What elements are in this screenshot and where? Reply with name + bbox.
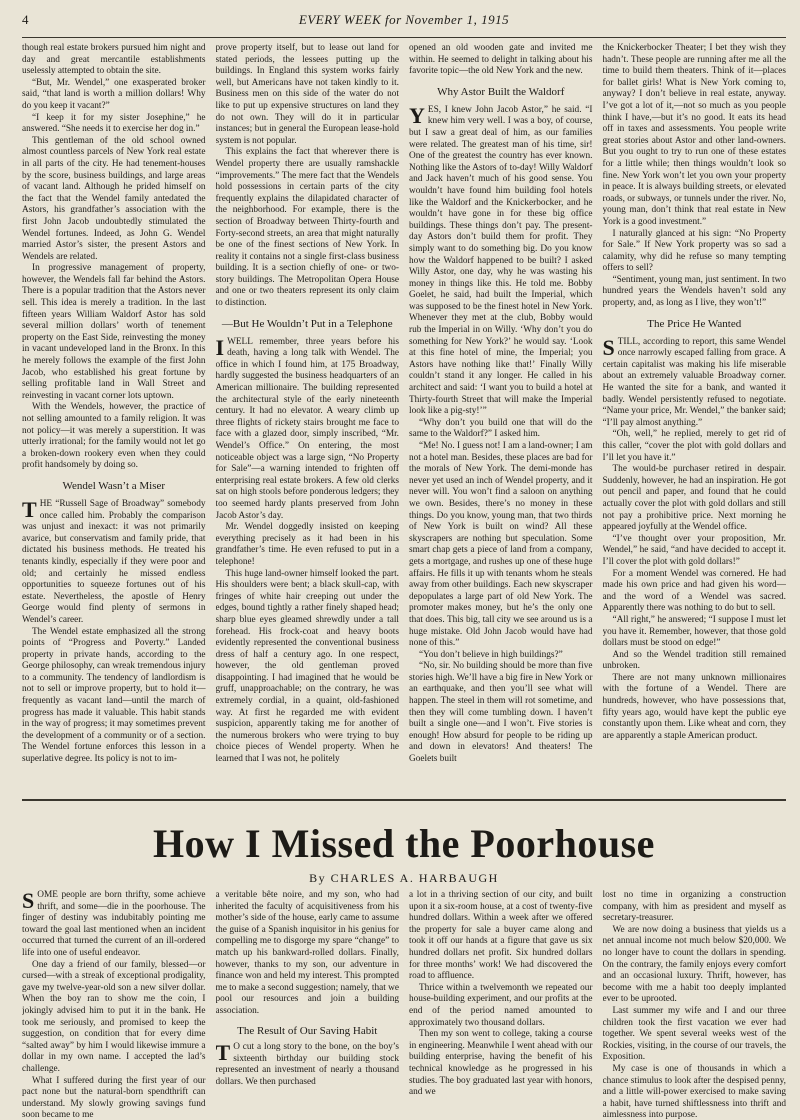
paragraph-text: ES, I knew John Jacob Astor,” he said. “I knew him very well. I was a boy, of course, but I saw a great deal of him, as our families were related. The greatest man of his time, sir! One of the greatest the country has ever known. Nothing like the Astors of to-day! Willy Waldorf and Jack haven’t much of his good sense. You wouldn’t have found him building fool hotels like the Waldorf and the Knickerbocker, and he wouldn’t have gone in for these big office buildings. These things don’t pay. The present-day Astors don’t build them for profit. They simply want to do something big. Do you know how the Waldorf happened to be built? I asked Willy Astor, one day, why he was wasting his money in things like this. He told me. Bobby Goelet, he said, had built the Imperial, which was supposed to be the finest hotel in New York. Whenever they met at the club, Bobby would rub the Imperial in on Willy. ‘Why don’t you do something for New York?’ he would say. ‘Look at this fine hotel of mine, the Imperial; you Astors have nothing like that!’ Finally Willy couldn’t stand it any longer. He called in his architect and said: ‘I want you to build a hotel at Thirty-fourth Street that will make the Imperial look like a pig-sty!’”: [409, 105, 593, 416]
paragraph: [22, 113, 206, 136]
paragraph-text: Thrice within a twelvemonth we repeated our house-building experiment, and our profits at the end of the period named amounted to approximately two thousand dollars.: [409, 983, 593, 1028]
paragraph-text: I naturally glanced at his sign: “No Property for Sale.” If New York property was so sad a calamity, why did he refuse so many tempting offers to sell?: [603, 229, 787, 274]
paragraph-text: The Wendel estate emphasized all the strong points of “Progress and Poverty.” Landed property in private hands, according to the George philosophy, can wreak tremendous injury to a community. The tendency of landlordism is not to sell or improve property, but to hold it—frequently as vacant land—until the march of progress has made it valuable. This habit stands in the way of progress; it may sometimes prevent the development of a community or of a section. The Wendel fortune enforces this lesson in a superlative degree. Its policy is not to im-: [22, 627, 206, 765]
drop-cap: T: [216, 1043, 231, 1063]
story-title: How I Missed the Poorhouse: [22, 821, 786, 867]
story-column: [409, 890, 593, 1120]
paragraph-text: lost no time in organizing a construction company, with him as president and myself as secretary-treasurer.: [603, 890, 787, 923]
paragraph: [22, 136, 206, 264]
paragraph-text: This huge land-owner himself looked the part. His shoulders were bent; a black skull-cap, with fringes of white hair creeping out under the edges, bound tightly a rather finely shaped head; sharp blue eyes gleamed shrewdly under a tall forehead. His frock-coat and heavy boots evidently represented the conventional business dress of half a century ago. In one respect, however, the old gentleman proved disappointing. I had imagined that he would be gruff, unapproachable; on the contrary, he was extremely cordial, in a quaint, old-fashioned way. At first he regarded me with evident suspicion, apparently taking me for another of the numerous brokers who were trying to buy choice pieces of Wendel property. When he learned that I was not, he politely: [216, 569, 400, 765]
paragraph-text: “I keep it for my sister Josephine,” he answered. “She needs it to exercise her dog in.”: [22, 113, 206, 135]
paragraph: [409, 661, 593, 765]
story-column: [603, 890, 787, 1120]
drop-cap: S: [603, 338, 615, 358]
paragraph-text: The would-be purchaser retired in despair. Suddenly, however, he had an inspiration. He got out pencil and paper, and found that he could actually cover the plot with gold dollars and still not pay a prohibitive price. Next morning he appeared joyfully at the Wendel office.: [603, 464, 787, 532]
drop-cap: S: [22, 891, 34, 911]
paragraph: [603, 229, 787, 275]
paragraph: [603, 1006, 787, 1064]
paragraph-text: There are not many unknown millionaires with the fortune of a Wendel. There are hundreds, however, who have possessions that, fifty years ago, would have kept the public eye constantly upon them. Like wheat and corn, they are apparently a staple American product.: [603, 673, 787, 741]
drop-cap: I: [216, 338, 225, 358]
paragraph: [22, 43, 206, 78]
paragraph: [603, 337, 787, 430]
section-heading: The Result of Our Saving Habit: [216, 1026, 400, 1038]
paragraph-text: WELL remember, three years before his death, having a long talk with Wendel. The office in which I found him, at 175 Broadway, hardly suggested the business headquarters of an American millionaire. The building represented the architectural style of the early nineteenth century. It had no elevator. A weary climb up three flights of rickety stairs brought me face to face with a glazed door, simply inscribed, “Mr. Wendel’s Office.” On entering, the most noticeable object was a large sign, “No Property for Sale”—a warning intended to frighten off enterprising real estate brokers. A few old clerks sat on high stools before ponderous ledgers; they too seemed hardy plants preserved from John Jacob Astor’s day.: [216, 337, 400, 521]
paragraph-text: “All right,” he answered; “I suppose I must let you have it. Remember, however, that those gold dollars must be stood on edge!”: [603, 615, 787, 648]
page-number: 4: [22, 12, 52, 28]
paragraph-text: In progressive management of property, however, the Wendels fall far behind the Astors. There is a popular tradition that the Astors never sell. This idea is merely a tradition. In the last fifteen years William Waldorf Astor has sold several million dollars’ worth of tenement property on the East Side, reinvesting the money in vacant undeveloped land in the Bronx. In this he merely follows the example of the first John Jacob, who established his great fortune by selling profitable land in Wall Street and reinvesting in vacant corner lots uptown.: [22, 263, 206, 401]
paragraph: [409, 105, 593, 418]
story-column: [22, 890, 206, 1120]
paragraph-text: opened an old wooden gate and invited me within. He seemed to delight in talking about his favorite topic—the old New York and the new.: [409, 43, 593, 76]
paragraph-text: a veritable bête noire, and my son, who had inherited the faculty of acquisitiveness from his mother’s side of the house, early came to assume the guise of a Spanish inquisitor in his genius for compelling me to disgorge my spare “change” to match up his bankward-rolled dollars. Finally, however, thanks to my son, our adventure in finance won and held my interest. This prompted me to make a second suggestion; namely, that we pool our resources and join a building association.: [216, 890, 400, 1016]
paragraph-text: For a moment Wendel was cornered. He had made his own price and had given his word—and the word of a Wendel was sacred. Apparently there was nothing to do but to sell.: [603, 569, 787, 614]
paragraph: [603, 890, 787, 925]
article-column: [603, 43, 787, 793]
story-body: [22, 890, 786, 1120]
section-divider: [22, 799, 786, 801]
paragraph: [603, 615, 787, 650]
paragraph-text: a lot in a thriving section of our city, and built upon it a six-room house, at a cost of twenty-five hundred dollars. Within a week after we offered the property for sale a buyer came along and took it off our hands at a figure that gave us six hundred dollars net profit. Six hundred dollars for three months’ work! We had discovered the road to affluence.: [409, 890, 593, 981]
paragraph-text: though real estate brokers pursued him night and day and great mercantile establishments uselessly attempted to obtain the site.: [22, 43, 206, 76]
section-heading: —But He Wouldn’t Put in a Telephone: [216, 318, 400, 331]
paragraph-text: This gentleman of the old school owned almost countless parcels of New York real estate in all parts of the city. He had tenement-houses by the score, business buildings, and large areas of vacant land. Although he prided himself on the fact that the Wendel family antedated the Astors, his grandfather’s association with the first John Jacob undoubtedly stimulated the Wendel fortunes. Indeed, as John G. Wendel married Astor’s sister, the present Astors and Wendels are related.: [22, 136, 206, 262]
section-heading: Why Astor Built the Waldorf: [409, 86, 593, 99]
paragraph: [22, 890, 206, 960]
paragraph-text: “You don’t believe in high buildings?”: [419, 650, 563, 660]
paragraph-text: Then my son went to college, taking a course in engineering. Meanwhile I went ahead with our building enterprise, having the benefit of his technical knowledge as he progressed in his studies. The boy graduated last year with honors, and we: [409, 1029, 593, 1097]
page-header: [22, 12, 786, 38]
section-heading: The Price He Wanted: [603, 318, 787, 331]
paragraph: [22, 960, 206, 1076]
paragraph-text: Last summer my wife and I and our three children took the first vacation we ever had together. We spent several weeks west of the Rockies, visiting, in the course of our travels, the Exposition.: [603, 1006, 787, 1062]
paragraph: [216, 522, 400, 568]
paragraph: [603, 569, 787, 615]
paragraph: [22, 78, 206, 113]
paragraph-text: My case is one of thousands in which a chance stimulus to look after the despised penny, and a little will-power exercised to make saving a habit, have turned shiftlessness into thrift and aimlessness into purpose.: [603, 1064, 787, 1120]
paragraph-text: O cut a long story to the bone, on the boy’s sixteenth birthday our building stock represented an investment of nearly a thousand dollars. We then purchased: [216, 1042, 400, 1087]
article-column: [409, 43, 593, 793]
paragraph-text: “Me! No. I guess not! I am a land-owner; I am not a hotel man. Besides, these places are bad for the morals of New York. The demi-monde has never yet used an inch of Wendel property, and it never will. You won’t find a saloon on anything we own. Besides, there’s no money in these things. Do you know, young man, that two thirds of New York is built on wind? All these skyscrapers are nothing but speculation. Some smart chap gets a piece of land from a company, gets a mortgage, and rushes up one of these huge affairs. He fills it up with tenants whom he steals away from other buildings. Each new skyscraper depopulates a large part of old New York. The promoter makes money, but he’s the only one that does. This big, tall city we see around us is a huge mistake. Old John Jacob would have had none of this.”: [409, 441, 593, 648]
drop-cap: Y: [409, 106, 425, 126]
paragraph-text: prove property itself, but to lease out land for stated periods, the lessees putting up the buildings. In England this system works fairly well, but Americans have not taken kindly to it. Business men on this side of the water do not like to put up expensive structures on land they do not own. They will do it in particular instances; but in general the European lease-hold system is not popular.: [216, 43, 400, 146]
paragraph: [216, 890, 400, 1018]
paragraph: [603, 429, 787, 464]
drop-cap: T: [22, 500, 37, 520]
paragraph: [216, 337, 400, 523]
paragraph: [603, 43, 787, 229]
paragraph: [216, 43, 400, 147]
paragraph: [409, 650, 593, 662]
article-column: [216, 43, 400, 793]
paragraph: [409, 418, 593, 441]
paragraph: [603, 464, 787, 534]
paragraph: [603, 1064, 787, 1120]
paragraph: [409, 1029, 593, 1099]
paragraph-text: TILL, according to report, this same Wendel once narrowly escaped falling from grace. A certain capitalist was making his life miserable about an extremely valuable Broadway corner. He wanted the site for a bank, and wanted it badly. Wendel persistently refused to negotiate. “Name your price, Mr. Wendel,” the banker said; “I’ll pay almost anything.”: [603, 337, 787, 428]
paragraph-text: What I suffered during the first year of our pact none but the natural-born spendthrift can understand. My slowly growing savings fund soon became to me: [22, 1076, 206, 1120]
paragraph-text: “I’ve thought over your proposition, Mr. Wendel,” he said, “and have decided to accept it. I’ll cover the plot with gold dollars!”: [603, 534, 787, 567]
paragraph-text: the Knickerbocker Theater; I bet they wish they hadn’t. These people are running after me all the time to build them theaters. Think of it—places for ballet girls! What is New York coming to, anyway? I don’t believe in real estate, anyway. I’ve got a lot of it,—not so much as you people think I have,—but it’s no good. It eats its head off in taxes and assessments. You people write great stories about Astor and other land-owners. But you ought to try to run one of these estates for a little while; then things wouldn’t look so fine. New York won’t let you own your property in peace. It is always building streets, or elevated roads, or subways, or tunnels under the river. No, young man, don’t think that real estate in New York is a good investment.”: [603, 43, 787, 227]
paragraph-text: With the Wendels, however, the practice of not selling amounted to a family religion. It was not policy—it was merely a superstition. It was utterly irrational; for the family would not let go a broken-down rookery even when they could profit handsomely by doing so.: [22, 402, 206, 470]
paragraph-text: And so the Wendel tradition still remained unbroken.: [603, 650, 787, 672]
paragraph: [409, 441, 593, 650]
paragraph: [409, 890, 593, 983]
paragraph: [216, 569, 400, 766]
running-head: EVERY WEEK for November 1, 1915: [52, 12, 756, 28]
paragraph: [409, 43, 593, 78]
paragraph: [603, 673, 787, 743]
paragraph-text: “Oh, well,” he replied, merely to get rid of this caller, “cover the plot with gold dollars and I’ll let you have it.”: [603, 429, 787, 462]
paragraph: [22, 627, 206, 766]
article-column: [22, 43, 206, 793]
paragraph-text: Mr. Wendel doggedly insisted on keeping everything precisely as it had been in his grandfather’s time. He even refused to put in a telephone!: [216, 522, 400, 567]
paragraph: [22, 263, 206, 402]
paragraph-text: “Why don’t you build one that will do the same to the Waldorf?” I asked him.: [409, 418, 593, 440]
story-column: [216, 890, 400, 1120]
paragraph: [216, 1042, 400, 1088]
paragraph-text: HE “Russell Sage of Broadway” somebody once called him. Probably the comparison was unjust and inexact: it was not primarily avarice, but conservatism and family pride, that dictated his business methods. He treated his tenants kindly, especially if they were poor and old; and certainly he missed endless opportunities to squeeze fortunes out of his estate. Nevertheless, the apostle of Henry George would find plenty of sermons in Wendel’s career.: [22, 499, 206, 625]
paragraph: [22, 402, 206, 472]
paragraph-text: “No, sir. No building should be more than five stories high. We’ll have a big fire in New York or an earthquake, and then you’ll see what will happen. The steel in them will rot sometime, and then they will come tumbling down. I haven’t built a single one—and I won’t. Five stories is enough! How absurd for people to be riding up and down in elevators! And theaters! The Goelets built: [409, 661, 593, 764]
paragraph: [603, 275, 787, 310]
paragraph-text: “Sentiment, young man, just sentiment. In two hundred years the Wendels haven’t sold any property, and, as long as I live, they won’t!”: [603, 275, 787, 308]
paragraph: [603, 650, 787, 673]
paragraph: [22, 499, 206, 627]
paragraph-text: We are now doing a business that yields us a net annual income not much below $20,000. We no longer have to count the dollars in spending. On the contrary, the family enjoys every comfort and an occasional luxury. Thrift, however, has become with me a habit too deeply implanted ever to be uprooted.: [603, 925, 787, 1005]
paragraph: [603, 534, 787, 569]
paragraph: [22, 1076, 206, 1120]
story-byline: By CHARLES A. HARBAUGH: [22, 871, 786, 886]
paragraph-text: One day a friend of our family, blessed—or cursed—with a streak of exceptional prodigality, gave my twelve-year-old son a new silver dollar. When the boy ran to show me the coin, I jokingly advised him to put it in the bank. He took me seriously, and promised to keep the suggestion, on condition that for every dime “salted away” by him I would likewise immure a dollar in my own name. I accepted the lad’s challenge.: [22, 960, 206, 1074]
paragraph: [216, 147, 400, 309]
paragraph: [409, 983, 593, 1029]
paragraph-text: “But, Mr. Wendel,” one exasperated broker said, “that land is worth a million dollars! Why do you keep it vacant?”: [22, 78, 206, 111]
article-continuation: [22, 43, 786, 793]
section-heading: Wendel Wasn’t a Miser: [22, 480, 206, 493]
paragraph-text: OME people are born thrifty, some achieve thrift, and some—die in the poorhouse. The finger of destiny was indubitably pointing me toward the goal last mentioned when an incident occurred that turned the current of an ill-ordered life into one of useful endeavor.: [22, 890, 206, 958]
paragraph: [603, 925, 787, 1006]
paragraph-text: This explains the fact that wherever there is Wendel property there are usually ramshackle “improvements.” The mere fact that the Wendels hold possessions in certain parts of the city frequently explains the dilapidated character of the neighborhood. For example, there is the section of Broadway between Thirty-fourth and Forty-second streets, an area that might naturally be one of the finest sections of New York. In reality it contains not a single first-class business building. It is a section chiefly of one- or two-story buildings. The Metropolitan Opera House and one or two theaters represent its only claim to distinction.: [216, 147, 400, 308]
